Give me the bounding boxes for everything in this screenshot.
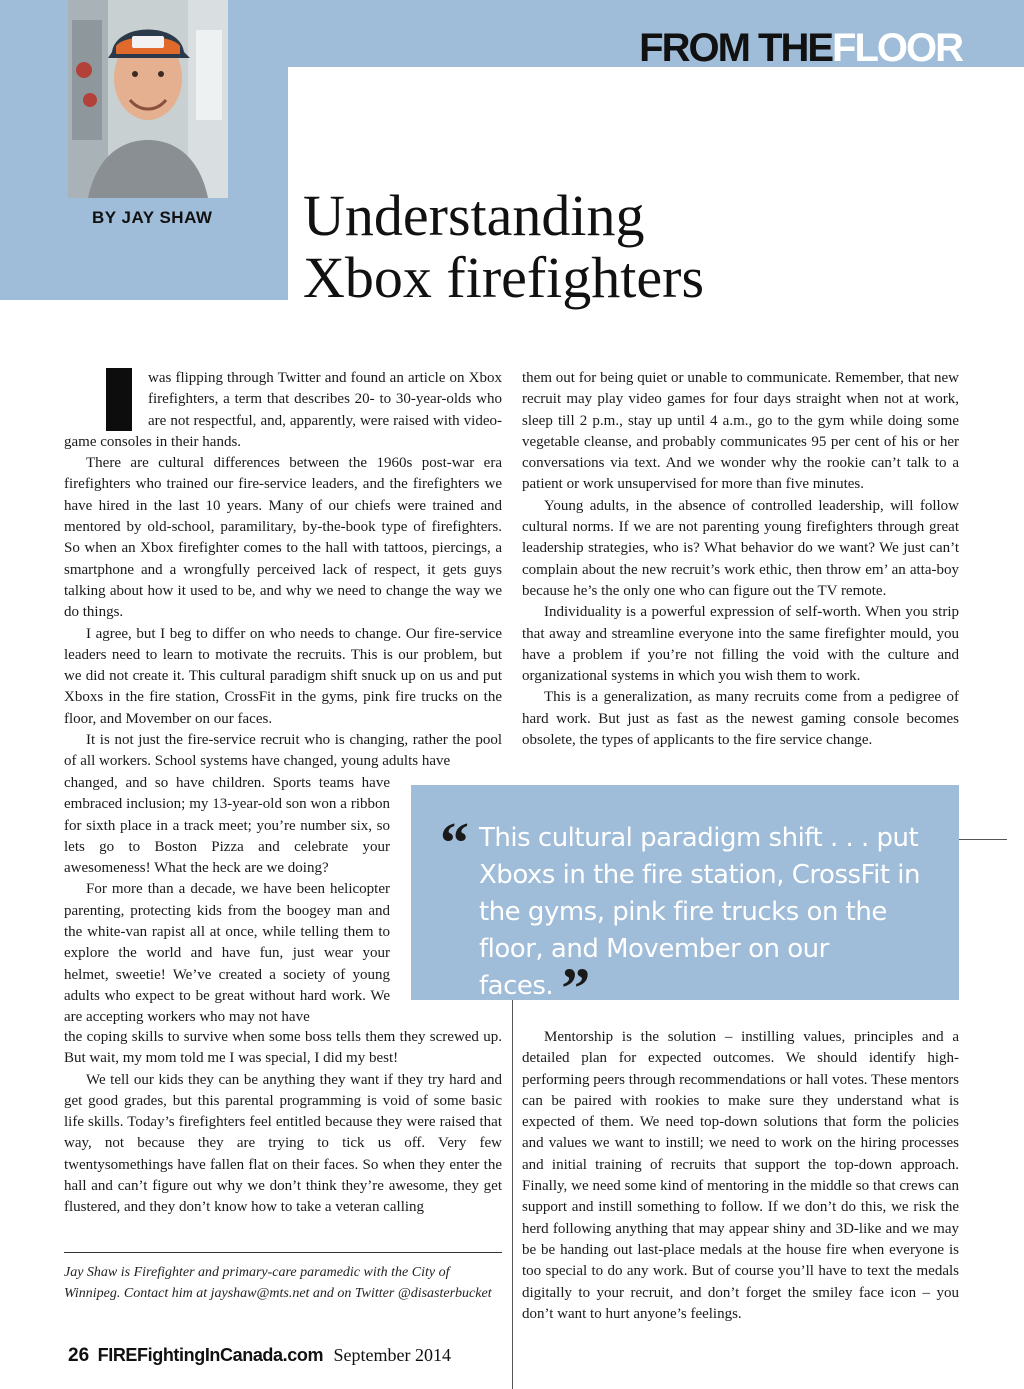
section-title-part2: FLOOR — [832, 26, 962, 70]
close-quote-icon: ” — [561, 956, 590, 1021]
page-number: 26 — [68, 1345, 90, 1366]
pull-quote-text: This cultural paradigm shift . . . put Xboxs in the fire station, CrossFit in the gyms, pink fire trucks on the floor, and Movember on our faces. — [479, 823, 921, 1001]
paragraph: Mentorship is the solution – instilling values, principles and a detailed plan for expected outcomes. We should identify high-performing peers through recommendations or hall votes. These mentors can be paired with rookies to make sure they understand what is expected of them. We need top-down solutions that form the policies and values we want to instill; we need to work on the hiring processes and initial training of recruits that support the top-down approach. Finally, we need some kind of mentoring in the middle so that crews can support and instill something to follow. If we don’t do this, we risk the herd following anything that may appear shiny and 3D-like and we may be be handing out last-place medals at the house fire when everyone is too special to do any work. But of course you’ll have to text the medals digitally to your recruit, and don’t forget the smiley face icon – you don’t want to hurt anyone’s feelings. — [522, 1029, 959, 1322]
issue-date: September 2014 — [333, 1345, 452, 1365]
drop-cap — [106, 368, 132, 431]
paragraph: Individuality is a powerful expression of self-worth. When you strip that away and streamline everyone into the same firefighter mould, you have a problem if you’re not filling the void with the culture and organizational systems in which you wish them to work. — [522, 604, 959, 685]
page-footer — [68, 1343, 451, 1368]
paragraph: was flipping through Twitter and found an article on Xbox firefighters, a term that describes 20- to 30-year-olds who are not respectful, and, apparently, were raised with video-game consoles in their hands. — [64, 370, 502, 450]
paragraph: This is a generalization, as many recruits come from a pedigree of hard work. But just as fast as the newest gaming console becomes obsolete, the types of applicants to the fire service change. — [522, 689, 959, 749]
column2-top — [522, 368, 959, 751]
open-quote-icon: “ — [440, 810, 469, 875]
section-title — [639, 24, 962, 72]
paragraph: the coping skills to survive when some boss tells them they screwed up. But wait, my mom told me I was special, I did my best! — [64, 1029, 502, 1067]
column1-top — [64, 368, 502, 773]
paragraph: Young adults, in the absence of controlled leadership, will follow cultural norms. If we are not parenting young firefighters through great leadership strategies, who is? What behavior do we want? We just can’t complain about the new recruit’s work ethic, then throw em’ an atta-boy because he’s the only one who can figure out the TV remote. — [522, 497, 959, 599]
headline-line1: Understanding — [303, 183, 645, 248]
column2-bottom — [522, 1027, 959, 1325]
paragraph: We tell our kids they can be anything they want if they try hard and get good grades, but this parental programming is void of some basic life skills. Today’s firefighters feel entitled because they were raised that way, not because they are trying to tick us off. Very few twentysomethings have fallen flat on their faces. So when they enter the hall and can’t figure out why we don’t think they’re awesome, they get flustered, and they don’t know how to take a veteran calling — [64, 1071, 502, 1216]
paragraph: changed, and so have children. Sports teams have embraced inclusion; my 13-year-old son won a ribbon for sixth place in a track meet; you’re number six, so lets go to Boston Pizza and celebrate your awesomeness! What the heck are we doing? — [64, 775, 390, 877]
paragraph: There are cultural differences between the 1960s post-war era firefighters who trained our fire-service leaders, and the firefighters we have hired in the last 10 years. Many of our chiefs were trained and mentored by old-school, paramilitary, by-the-book type of firefighters. So when an Xbox firefighter comes to the hall with tattoos, piercings, a smartphone and a wrongfully perceived lack of respect, it gets guys talking about how it used to be, and why we need to change the way we do things. — [64, 455, 502, 621]
magazine-site: FIREFightingInCanada.com — [97, 1345, 324, 1365]
paragraph: For more than a decade, we have been helicopter parenting, protecting kids from the boogey man and the white-van rapist all at once, while telling them to explore the world and have fun, just wear your helmet, sweetie! We’ve created a society of young adults who expect to be great without hard work. We are accepting workers who may not have — [64, 881, 390, 1026]
paragraph: It is not just the fire-service recruit who is changing, rather the pool of all workers. School systems have changed, young adults have — [64, 732, 502, 770]
article-headline — [303, 185, 903, 309]
column1-bottom — [64, 1027, 502, 1219]
author-portrait-icon — [68, 0, 228, 198]
byline: BY JAY SHAW — [92, 208, 213, 227]
column1-middle — [64, 773, 390, 1029]
paragraph: I agree, but I beg to differ on who needs to change. Our fire-service leaders need to learn to motivate the recruits. This is our problem, but we did not create it. This cultural paradigm shift snuck up on us and put Xboxs in the fire station, CrossFit in the gyms, pink fire trucks on the floor, and Movember on our faces. — [64, 625, 502, 727]
paragraph: them out for being quiet or unable to communicate. Remember, that new recruit may play video games for four days straight when not at work, sleep till 2 p.m., stay up until 4 a.m., go to the gym while doing some vegetable cleanse, and probably communicates 95 per cent of his or her conversations via text. And we wonder why the rookie can’t talk to a patient or work unsupervised for more than five minutes. — [522, 370, 959, 493]
author-photo — [68, 0, 228, 198]
section-title-part1: FROM THE — [639, 26, 833, 70]
bio-divider — [64, 1252, 502, 1253]
author-bio: Jay Shaw is Firefighter and primary-care paramedic with the City of Winnipeg. Contact him at jayshaw@mts.net and on Twitter @disasterbucket — [64, 1265, 492, 1301]
pull-quote-rule — [959, 839, 1007, 840]
pull-quote — [479, 820, 939, 1021]
column-divider — [512, 1000, 513, 1389]
headline-line2: Xbox firefighters — [303, 245, 705, 310]
